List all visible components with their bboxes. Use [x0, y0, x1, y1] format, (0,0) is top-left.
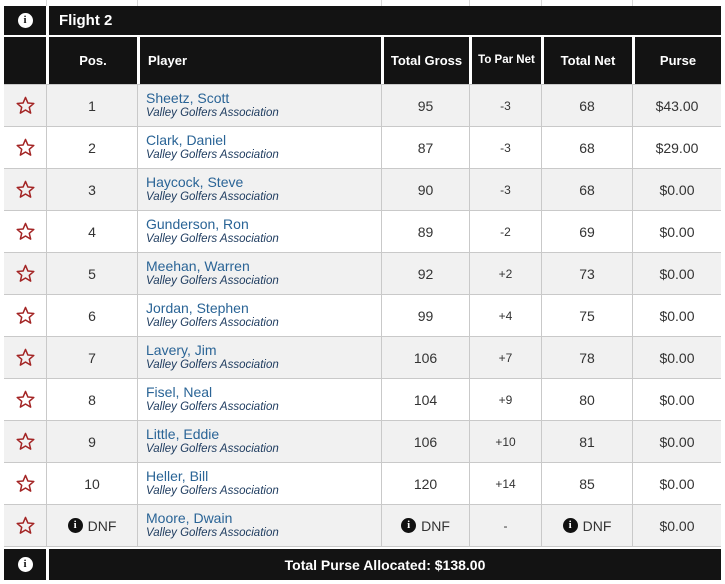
player-cell [137, 421, 381, 462]
leaderboard-row [4, 169, 721, 211]
total-net-cell: 73 [541, 253, 632, 294]
player-cell [137, 85, 381, 126]
position-cell: 7 [46, 337, 137, 378]
leaderboard-row [4, 421, 721, 463]
purse-cell: $0.00 [632, 379, 721, 420]
leaderboard-row [4, 211, 721, 253]
total-gross-cell: 95 [381, 85, 469, 126]
info-icon[interactable]: i [401, 518, 416, 533]
player-name-link[interactable]: Jordan, Stephen [146, 300, 249, 317]
player-name-link[interactable]: Gunderson, Ron [146, 216, 249, 233]
player-association: Valley Golfers Association [146, 191, 279, 204]
favorite-cell [4, 211, 46, 252]
to-par-net-cell: +4 [469, 295, 541, 336]
player-association: Valley Golfers Association [146, 359, 279, 372]
total-gross-cell: 92 [381, 253, 469, 294]
total-gross-cell: 87 [381, 127, 469, 168]
favorite-star-icon[interactable] [15, 389, 36, 410]
flight-title: Flight 2 [59, 12, 113, 29]
footer-bar [4, 549, 721, 580]
player-cell [137, 505, 381, 546]
total-net-cell: 78 [541, 337, 632, 378]
favorite-star-icon[interactable] [15, 347, 36, 368]
player-cell [137, 169, 381, 210]
position-cell: i DNF [46, 505, 137, 546]
player-association: Valley Golfers Association [146, 275, 279, 288]
leaderboard-row [4, 253, 721, 295]
favorite-star-icon[interactable] [15, 221, 36, 242]
column-header-star [4, 37, 46, 84]
total-net-cell: 68 [541, 85, 632, 126]
total-net-cell: 85 [541, 463, 632, 504]
favorite-star-icon[interactable] [15, 515, 36, 536]
total-gross-cell: 99 [381, 295, 469, 336]
position-cell: 2 [46, 127, 137, 168]
total-net-cell: 81 [541, 421, 632, 462]
total-gross-cell: 120 [381, 463, 469, 504]
footer-info-cell [4, 549, 46, 580]
leaderboard-row [4, 337, 721, 379]
total-gross-cell: 104 [381, 379, 469, 420]
favorite-cell [4, 85, 46, 126]
flight-title-cell [46, 6, 721, 35]
column-header-total-gross: Total Gross [381, 37, 469, 84]
to-par-net-cell: +14 [469, 463, 541, 504]
info-icon[interactable]: i [68, 518, 83, 533]
info-icon[interactable]: i [18, 557, 33, 572]
total-net-cell: 75 [541, 295, 632, 336]
player-name-link[interactable]: Haycock, Steve [146, 174, 244, 191]
player-association: Valley Golfers Association [146, 107, 279, 120]
position-cell: 8 [46, 379, 137, 420]
total-net-cell: 69 [541, 211, 632, 252]
player-association: Valley Golfers Association [146, 527, 279, 540]
footer-total-cell [46, 549, 721, 580]
leaderboard-row [4, 505, 721, 547]
to-par-net-cell: +10 [469, 421, 541, 462]
player-association: Valley Golfers Association [146, 485, 279, 498]
leaderboard-row [4, 85, 721, 127]
favorite-star-icon[interactable] [15, 137, 36, 158]
purse-cell: $0.00 [632, 253, 721, 294]
total-purse-allocated: Total Purse Allocated: $138.00 [284, 556, 486, 573]
purse-cell: $0.00 [632, 421, 721, 462]
favorite-cell [4, 379, 46, 420]
player-cell [137, 463, 381, 504]
player-association: Valley Golfers Association [146, 149, 279, 162]
total-gross-cell: 89 [381, 211, 469, 252]
favorite-cell [4, 253, 46, 294]
leaderboard-row [4, 379, 721, 421]
total-gross-cell: 90 [381, 169, 469, 210]
leaderboard-body [4, 84, 721, 547]
to-par-net-cell: +7 [469, 337, 541, 378]
total-net-cell: i DNF [541, 505, 632, 546]
favorite-cell [4, 295, 46, 336]
position-cell: 1 [46, 85, 137, 126]
player-association: Valley Golfers Association [146, 317, 279, 330]
column-header-purse: Purse [632, 37, 721, 84]
favorite-star-icon[interactable] [15, 95, 36, 116]
flight-header-bar [4, 6, 721, 35]
flight-info-cell [4, 6, 46, 35]
column-header-row [4, 37, 721, 84]
favorite-cell [4, 463, 46, 504]
purse-cell: $0.00 [632, 295, 721, 336]
favorite-star-icon[interactable] [15, 263, 36, 284]
player-name-link[interactable]: Fisel, Neal [146, 384, 213, 401]
leaderboard-row [4, 463, 721, 505]
leaderboard-row [4, 295, 721, 337]
position-cell: 10 [46, 463, 137, 504]
purse-cell: $0.00 [632, 211, 721, 252]
to-par-net-cell: -2 [469, 211, 541, 252]
to-par-net-cell: - [469, 505, 541, 546]
info-icon[interactable]: i [563, 518, 578, 533]
favorite-cell [4, 421, 46, 462]
player-association: Valley Golfers Association [146, 401, 279, 414]
player-name-link[interactable]: Little, Eddie [146, 426, 220, 443]
purse-cell: $29.00 [632, 127, 721, 168]
leaderboard-row [4, 127, 721, 169]
purse-cell: $43.00 [632, 85, 721, 126]
player-name-link[interactable]: Lavery, Jim [146, 342, 217, 359]
player-name-link[interactable]: Clark, Daniel [146, 132, 227, 149]
favorite-cell [4, 127, 46, 168]
favorite-cell [4, 169, 46, 210]
player-cell [137, 337, 381, 378]
player-cell [137, 379, 381, 420]
favorite-star-icon[interactable] [15, 179, 36, 200]
to-par-net-cell: -3 [469, 169, 541, 210]
column-header-pos: Pos. [46, 37, 137, 84]
position-cell: 5 [46, 253, 137, 294]
to-par-net-cell: -3 [469, 85, 541, 126]
player-cell [137, 211, 381, 252]
to-par-net-cell: +9 [469, 379, 541, 420]
to-par-net-cell: +2 [469, 253, 541, 294]
favorite-cell [4, 337, 46, 378]
position-cell: 4 [46, 211, 137, 252]
player-cell [137, 295, 381, 336]
info-icon[interactable]: i [18, 13, 33, 28]
column-header-player: Player [137, 37, 381, 84]
player-cell [137, 253, 381, 294]
to-par-net-cell: -3 [469, 127, 541, 168]
purse-cell: $0.00 [632, 337, 721, 378]
purse-cell: $0.00 [632, 463, 721, 504]
favorite-star-icon[interactable] [15, 431, 36, 452]
player-cell [137, 127, 381, 168]
purse-cell: $0.00 [632, 505, 721, 546]
column-header-total-net: Total Net [541, 37, 632, 84]
total-gross-cell: 106 [381, 421, 469, 462]
favorite-star-icon[interactable] [15, 473, 36, 494]
total-gross-cell: i DNF [381, 505, 469, 546]
player-association: Valley Golfers Association [146, 233, 279, 246]
position-cell: 3 [46, 169, 137, 210]
player-association: Valley Golfers Association [146, 443, 279, 456]
position-cell: 6 [46, 295, 137, 336]
player-name-link[interactable]: Heller, Bill [146, 468, 209, 485]
favorite-star-icon[interactable] [15, 305, 36, 326]
flight-leaderboard [4, 0, 721, 580]
total-gross-cell: 106 [381, 337, 469, 378]
player-name-link[interactable]: Meehan, Warren [146, 258, 250, 275]
player-name-link[interactable]: Sheetz, Scott [146, 90, 230, 107]
total-net-cell: 80 [541, 379, 632, 420]
purse-cell: $0.00 [632, 169, 721, 210]
favorite-cell [4, 505, 46, 546]
total-net-cell: 68 [541, 127, 632, 168]
column-header-to-par-net: To Par Net [469, 37, 541, 84]
position-cell: 9 [46, 421, 137, 462]
total-net-cell: 68 [541, 169, 632, 210]
player-name-link[interactable]: Moore, Dwain [146, 510, 233, 527]
